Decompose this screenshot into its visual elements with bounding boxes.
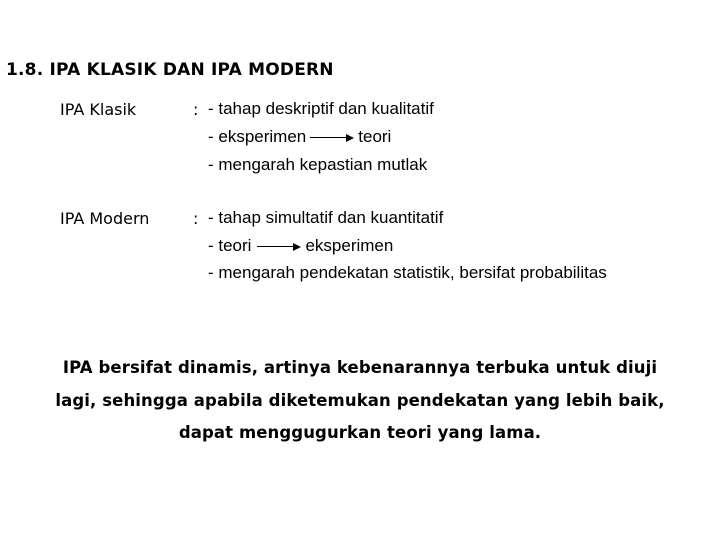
- list-item: - tahap simultatif dan kuantitatif: [208, 208, 444, 227]
- section-label-ipa-klasik: IPA Klasik: [60, 100, 137, 119]
- page-title: 1.8. IPA KLASIK DAN IPA MODERN: [6, 60, 334, 80]
- arrow-left-text: - eksperimen: [208, 127, 307, 146]
- right-arrow-icon: [257, 241, 301, 251]
- summary-paragraph: [0, 352, 720, 450]
- section-label-ipa-modern: IPA Modern: [60, 209, 150, 228]
- list-item-arrow: [208, 236, 393, 256]
- summary-line: lagi, sehingga apabila diketemukan pendekatan yang lebih baik,: [55, 390, 665, 410]
- section-colon: :: [193, 100, 199, 119]
- arrow-left-text: - teori: [208, 236, 252, 255]
- summary-line: dapat menggugurkan teori yang lama.: [178, 423, 542, 442]
- list-item-arrow: [208, 127, 391, 147]
- arrow-right-text: teori: [358, 127, 392, 146]
- section-colon: :: [193, 209, 199, 228]
- summary-line: IPA bersifat dinamis, artinya kebenarannya terbuka untuk diuji: [62, 358, 658, 377]
- list-item: - mengarah pendekatan statistik, bersifat probabilitas: [208, 263, 607, 282]
- list-item: - tahap deskriptif dan kualitatif: [208, 99, 434, 118]
- arrow-right-text: eksperimen: [305, 236, 394, 255]
- right-arrow-icon: [310, 132, 354, 142]
- list-item: - mengarah kepastian mutlak: [208, 155, 428, 174]
